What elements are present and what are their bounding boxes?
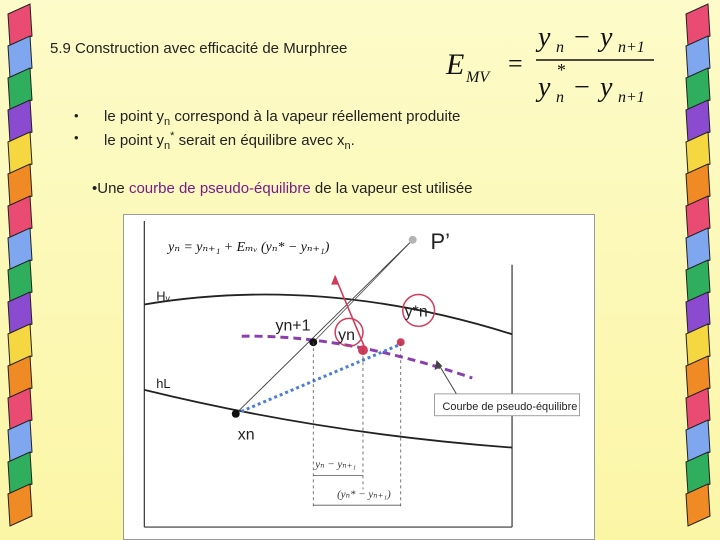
label-yn: yn: [338, 327, 355, 345]
hv-curve: [144, 295, 512, 335]
formula-den-b: y: [600, 72, 613, 103]
operating-line-2: [313, 240, 412, 345]
formula-num-a-sub: n: [556, 39, 564, 56]
bracket-label-1: yₙ − yₙ₊₁: [315, 458, 357, 471]
bullet-marker: •: [74, 108, 79, 123]
formula-lhs-main: E: [446, 48, 465, 81]
bullet-text-1: le point $y_n$ correspond à la vapeur réellement produite: [104, 108, 461, 128]
pseudo-equilibrium-curve: [242, 336, 473, 378]
construction-diagram: [123, 214, 595, 540]
label-hv: Hᵥ: [156, 288, 170, 304]
pseudo-equilibrium-note: •Une courbe de pseudo-équilibre de la vapeur est utilisée: [92, 180, 473, 197]
bullet-text-2: le point $y_n^*$ serait en équilibre avec $x_n$.: [104, 130, 355, 152]
formula-equals: =: [508, 49, 523, 78]
label-yn-star: y*n: [404, 303, 428, 321]
formula-den-a-sup: *: [557, 60, 566, 80]
murphree-formula: [440, 18, 670, 106]
formula-num-b-sub: n+1: [618, 39, 645, 56]
tie-line: [236, 344, 401, 414]
callout-label: Courbe de pseudo-équilibre: [442, 400, 578, 413]
red-arrow-head: [331, 275, 339, 285]
slide-title: 5.9 Construction avec efficacité de Murphree: [50, 40, 348, 57]
formula-num-b: y: [600, 22, 613, 53]
diagram-equation: yₙ = yₙ₊₁ + Eₘᵥ (yₙ* − yₙ₊₁): [168, 239, 330, 255]
formula-num-minus: −: [574, 22, 590, 53]
label-xn: xn: [237, 426, 255, 444]
formula-den-a: y: [538, 72, 551, 103]
point-p-prime: [409, 236, 417, 244]
label-yn1: yn+1: [275, 317, 311, 335]
formula-lhs-sub: MV: [466, 69, 490, 86]
formula-num-a: y: [538, 22, 551, 53]
bullet-marker: •: [74, 130, 79, 145]
bracket-label-2: (yₙ* − yₙ₊₁): [337, 488, 391, 501]
formula-den-minus: −: [574, 72, 590, 103]
right-decorative-border: [674, 0, 720, 540]
formula-den-b-sub: n+1: [618, 89, 645, 106]
point-xn: [232, 410, 240, 418]
formula-den-a-sub: n: [556, 89, 564, 106]
label-p-prime: P’: [430, 228, 450, 254]
label-hl: hL: [156, 375, 171, 391]
left-decorative-border: [0, 0, 46, 540]
